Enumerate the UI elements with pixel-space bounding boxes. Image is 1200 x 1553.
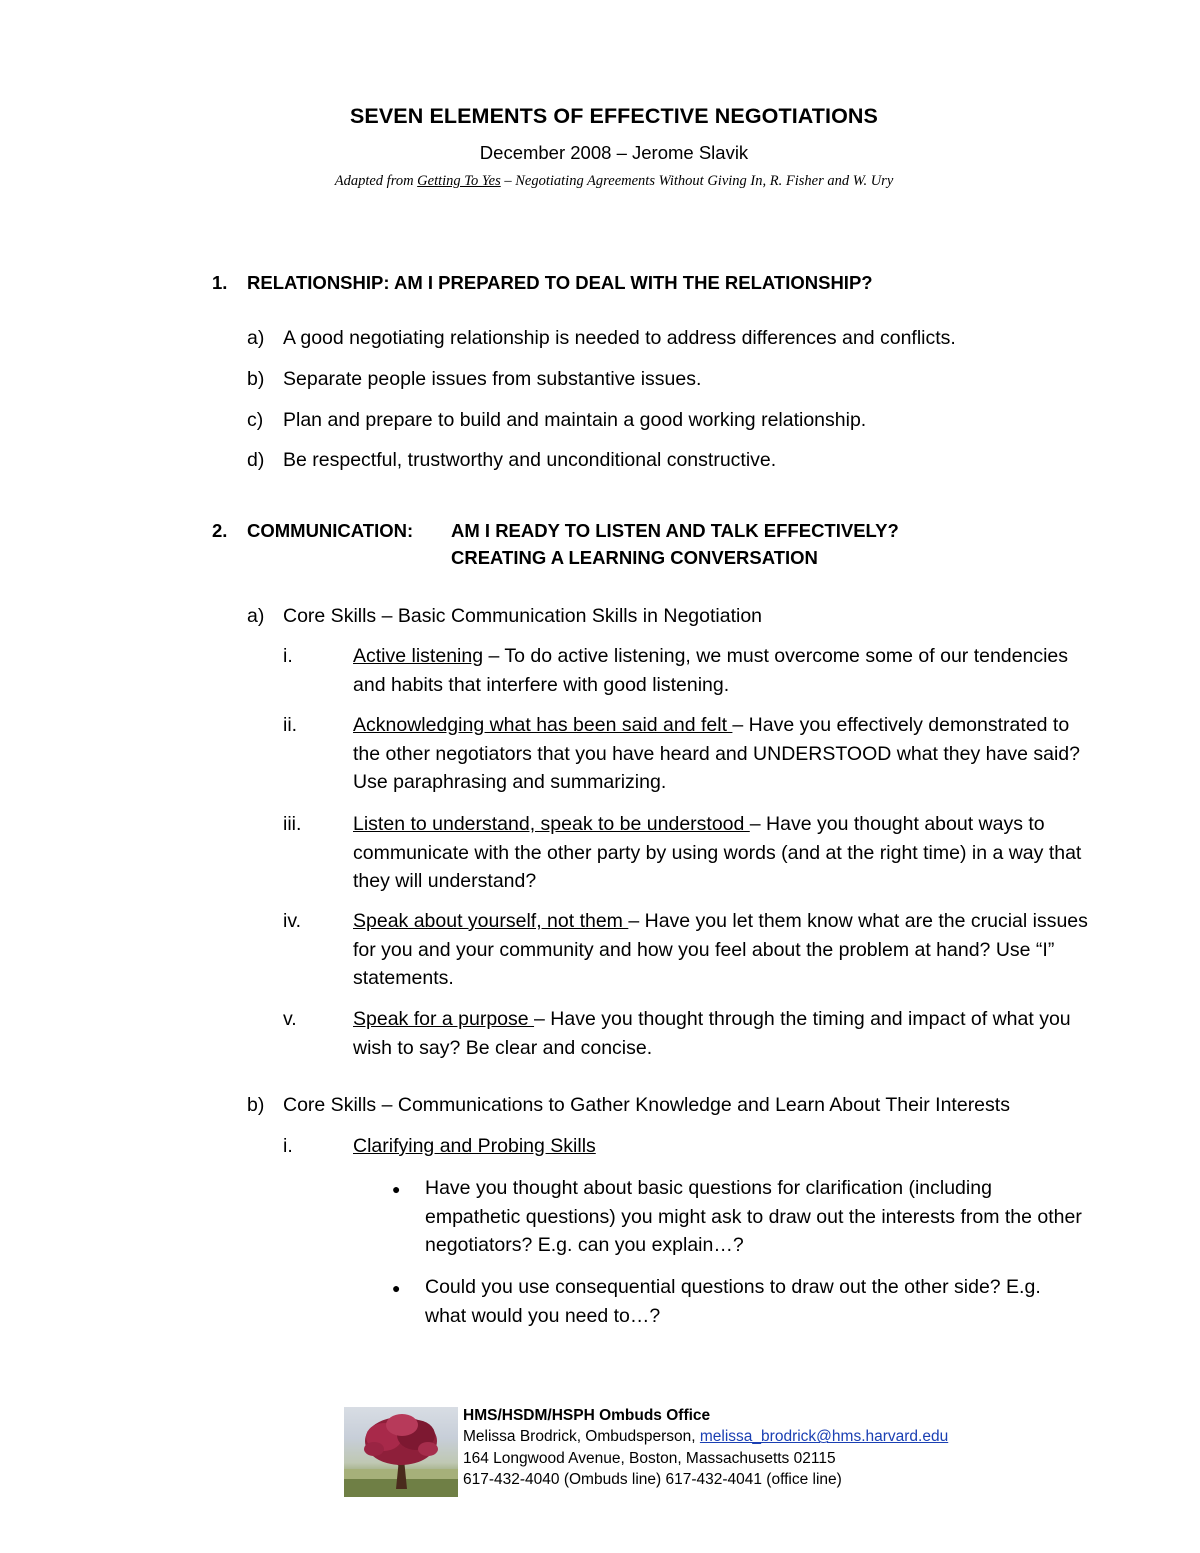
footer-contact [463, 1405, 948, 1491]
item-description: – To do active listening, we must overcome some of our tendencies and habits that interfere with good listening. [353, 645, 1069, 696]
list-letter: a) [247, 327, 265, 349]
item-description: – Have you let them know what are the crucial issues for you and your community and how you feel about the problem at hand? Use “I” statements. [353, 910, 1088, 990]
roman-numeral: i. [283, 645, 293, 667]
section-2-heading-line-1: AM I READY TO LISTEN AND TALK EFFECTIVELY? [451, 520, 899, 541]
item-description: – Have you thought about ways to communicate with the other party by using words (and at the right time) in a way that they will understand? [353, 813, 1082, 893]
list-item: Be respectful, trustworthy and unconditional constructive. [283, 449, 777, 471]
list-letter: d) [247, 449, 265, 471]
roman-numeral: ii. [283, 714, 298, 736]
item-term: Speak for a purpose [353, 1008, 535, 1030]
subsection-a-heading: Core Skills – Basic Communication Skills in Negotiation [283, 605, 763, 627]
bullet-item: Have you thought about basic questions for clarification (including empathetic questions) you might ask to draw out the interests from the other negotiators? E.g. can you explain…? [425, 1177, 1082, 1257]
list-item: Plan and prepare to build and maintain a good working relationship. [283, 409, 867, 431]
item-term: Active listening [353, 645, 484, 667]
roman-numeral: v. [283, 1008, 297, 1030]
phone-numbers: 617-432-4040 (Ombuds line) 617-432-4041 (office line) [463, 1471, 842, 1489]
item-term: Listen to understand, speak to be understood [353, 813, 750, 835]
bullet-icon: ● [392, 1280, 401, 1296]
attribution-suffix: – Negotiating Agreements Without Giving In, R. Fisher and W. Ury [500, 173, 894, 189]
item-term: Acknowledging what has been said and felt [353, 714, 733, 736]
roman-numeral: i. [283, 1135, 293, 1157]
section-2-label: COMMUNICATION: [247, 520, 414, 541]
roman-numeral: iii. [283, 813, 302, 835]
list-item [353, 810, 1093, 896]
bullet-item: Could you use consequential questions to draw out the other side? E.g. what would you need to…? [425, 1276, 1041, 1327]
section-1-number: 1. [212, 272, 228, 293]
item-description: – Have you effectively demonstrated to the other negotiators that you have heard and UNDERSTOOD what they have said? Use paraphrasing and summarizing. [353, 714, 1080, 794]
source-attribution [0, 173, 1200, 190]
subsection-b-heading: Core Skills – Communications to Gather Knowledge and Learn About Their Interests [283, 1094, 1010, 1116]
list-letter: a) [247, 605, 265, 627]
item-term: Speak about yourself, not them [353, 910, 629, 932]
list-item [353, 642, 1093, 699]
list-item: A good negotiating relationship is needed to address differences and conflicts. [283, 327, 956, 349]
item-description: – Have you thought through the timing and impact of what you wish to say? Be clear and concise. [353, 1008, 1071, 1059]
list-item [353, 907, 1093, 993]
bullet-icon: ● [392, 1181, 401, 1197]
office-name: HMS/HSDM/HSPH Ombuds Office [463, 1407, 711, 1424]
email-link[interactable]: melissa_brodrick@hms.harvard.edu [699, 1428, 949, 1446]
attribution-prefix: Adapted from [334, 173, 418, 189]
skill-heading: Clarifying and Probing Skills [353, 1135, 596, 1157]
contact-person-line [463, 1426, 948, 1447]
section-2-heading-line-2: CREATING A LEARNING CONVERSATION [451, 547, 818, 568]
document-title: SEVEN ELEMENTS OF EFFECTIVE NEGOTIATIONS [349, 104, 878, 128]
roman-numeral: iv. [283, 910, 302, 932]
list-item: Separate people issues from substantive issues. [283, 368, 702, 390]
section-1-heading: RELATIONSHIP: AM I PREPARED TO DEAL WITH THE RELATIONSHIP? [247, 272, 873, 293]
list-item [353, 1005, 1093, 1062]
list-letter: b) [247, 368, 265, 390]
office-address: 164 Longwood Avenue, Boston, Massachusetts 02115 [463, 1449, 836, 1467]
tree-painting-logo [344, 1407, 458, 1497]
list-letter: c) [247, 409, 264, 431]
book-title: Getting To Yes [417, 173, 501, 189]
list-item [353, 711, 1093, 797]
list-letter: b) [247, 1094, 265, 1116]
contact-person: Melissa Brodrick, Ombudsperson, [463, 1428, 700, 1446]
section-2-number: 2. [212, 520, 228, 541]
date-author-line: December 2008 – Jerome Slavik [479, 142, 749, 163]
